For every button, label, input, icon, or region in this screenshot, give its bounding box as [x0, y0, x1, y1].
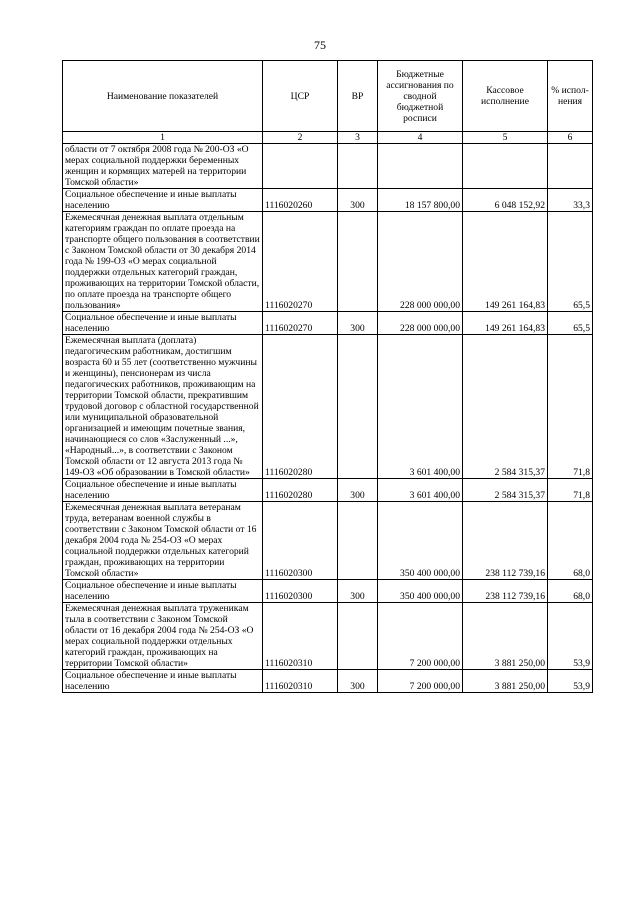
- row-percent: 53,9: [548, 603, 593, 670]
- row-percent: 71,8: [548, 479, 593, 502]
- column-number-row: [63, 132, 593, 144]
- row-csr: 1116020260: [263, 189, 338, 212]
- row-vr: [338, 212, 378, 312]
- row-csr: 1116020310: [263, 603, 338, 670]
- row-name: области от 7 октября 2008 года № 200-ОЗ «О мерах социальной поддержки беременных женщин и кормящих матерей на территории Томской области»: [63, 144, 263, 189]
- row-name: Социальное обеспечение и иные выплаты населению: [63, 312, 263, 335]
- row-budget: 7 200 000,00: [378, 603, 463, 670]
- table-row: [63, 479, 593, 502]
- table-row: [63, 312, 593, 335]
- table-row: [63, 603, 593, 670]
- row-budget: 228 000 000,00: [378, 312, 463, 335]
- table-header-row: [63, 61, 593, 132]
- row-csr: 1116020270: [263, 312, 338, 335]
- row-name: Социальное обеспечение и иные выплаты населению: [63, 670, 263, 693]
- row-percent: 65,5: [548, 312, 593, 335]
- row-budget: 350 400 000,00: [378, 502, 463, 580]
- column-number: 5: [463, 132, 548, 144]
- column-number: 2: [263, 132, 338, 144]
- row-vr: 300: [338, 479, 378, 502]
- row-csr: 1116020280: [263, 479, 338, 502]
- column-number: 4: [378, 132, 463, 144]
- row-percent: [548, 144, 593, 189]
- row-budget: 7 200 000,00: [378, 670, 463, 693]
- row-name: Ежемесячная денежная выплата труженикам тыла в соответствии с Законом Томской области от 16 декабря 2004 года № 254-ОЗ «О мерах социальной поддержки отдельных категорий граждан, проживающих на территории Томской области»: [63, 603, 263, 670]
- row-vr: 300: [338, 580, 378, 603]
- row-name: Социальное обеспечение и иные выплаты населению: [63, 189, 263, 212]
- row-vr: [338, 502, 378, 580]
- row-budget: [378, 144, 463, 189]
- table-row: [63, 502, 593, 580]
- row-vr: 300: [338, 312, 378, 335]
- row-csr: 1116020310: [263, 670, 338, 693]
- row-csr: 1116020300: [263, 502, 338, 580]
- budget-execution-table: [62, 60, 593, 693]
- row-cash: 238 112 739,16: [463, 580, 548, 603]
- header-vr: ВР: [338, 61, 378, 132]
- row-percent: 33,3: [548, 189, 593, 212]
- row-cash: 2 584 315,37: [463, 479, 548, 502]
- row-cash: 3 881 250,00: [463, 670, 548, 693]
- row-budget: 228 000 000,00: [378, 212, 463, 312]
- header-name: Наименование показателей: [63, 61, 263, 132]
- header-budget: Бюджетные ассигнования по сводной бюджетной росписи: [378, 61, 463, 132]
- row-cash: 3 881 250,00: [463, 603, 548, 670]
- table-row: [63, 670, 593, 693]
- row-percent: 68,0: [548, 580, 593, 603]
- row-cash: [463, 144, 548, 189]
- row-cash: 149 261 164,83: [463, 312, 548, 335]
- row-name: Социальное обеспечение и иные выплаты населению: [63, 479, 263, 502]
- row-cash: 6 048 152,92: [463, 189, 548, 212]
- table-row: [63, 580, 593, 603]
- column-number: 1: [63, 132, 263, 144]
- row-vr: [338, 144, 378, 189]
- row-name: Социальное обеспечение и иные выплаты населению: [63, 580, 263, 603]
- row-name: Ежемесячная выплата (доплата) педагогическим работникам, достигшим возраста 60 и 55 лет (соответственно мужчины и женщины), пенсионерам из числа педагогических работников, проживающим на территории Томской области, прекратившим трудовой договор с областной государственной или муниципальной образовательной организацией и имеющим почетные звания, начинающиеся со слов «Заслуженный ...», «Народный...», в соответствии с Законом Томской области от 12 августа 2013 года № 149-ОЗ «Об образовании в Томской области»: [63, 335, 263, 479]
- row-csr: 1116020300: [263, 580, 338, 603]
- row-csr: [263, 144, 338, 189]
- table-row: [63, 144, 593, 189]
- row-vr: [338, 335, 378, 479]
- table-row: [63, 335, 593, 479]
- row-budget: 3 601 400,00: [378, 479, 463, 502]
- row-vr: [338, 603, 378, 670]
- table-row: [63, 189, 593, 212]
- row-percent: 71,8: [548, 335, 593, 479]
- row-csr: 1116020270: [263, 212, 338, 312]
- column-number: 6: [548, 132, 593, 144]
- row-budget: 18 157 800,00: [378, 189, 463, 212]
- column-number: 3: [338, 132, 378, 144]
- row-percent: 65,5: [548, 212, 593, 312]
- row-cash: 149 261 164,83: [463, 212, 548, 312]
- row-csr: 1116020280: [263, 335, 338, 479]
- row-name: Ежемесячная денежная выплата отдельным категориям граждан по оплате проезда на транспорте общего пользования в соответствии с Законом Томской области от 30 декабря 2014 года № 199-ОЗ «О мерах социальной поддержки отдельных категорий граждан, проживающих на территории Томской области, по оплате проезда на транспорте общего пользования»: [63, 212, 263, 312]
- header-cash: Кассовое исполнение: [463, 61, 548, 132]
- page-number: 75: [314, 38, 326, 52]
- row-budget: 350 400 000,00: [378, 580, 463, 603]
- row-vr: 300: [338, 670, 378, 693]
- header-csr: ЦСР: [263, 61, 338, 132]
- row-cash: 2 584 315,37: [463, 335, 548, 479]
- header-percent: % испол-нения: [548, 61, 593, 132]
- row-percent: 68,0: [548, 502, 593, 580]
- table-row: [63, 212, 593, 312]
- row-name: Ежемесячная денежная выплата ветеранам труда, ветеранам военной службы в соответствии с Законом Томской области от 16 декабря 2004 года № 254-ОЗ «О мерах социальной поддержки отдельных категорий граждан, проживающих на территории Томской области»: [63, 502, 263, 580]
- row-vr: 300: [338, 189, 378, 212]
- row-cash: 238 112 739,16: [463, 502, 548, 580]
- row-budget: 3 601 400,00: [378, 335, 463, 479]
- row-percent: 53,9: [548, 670, 593, 693]
